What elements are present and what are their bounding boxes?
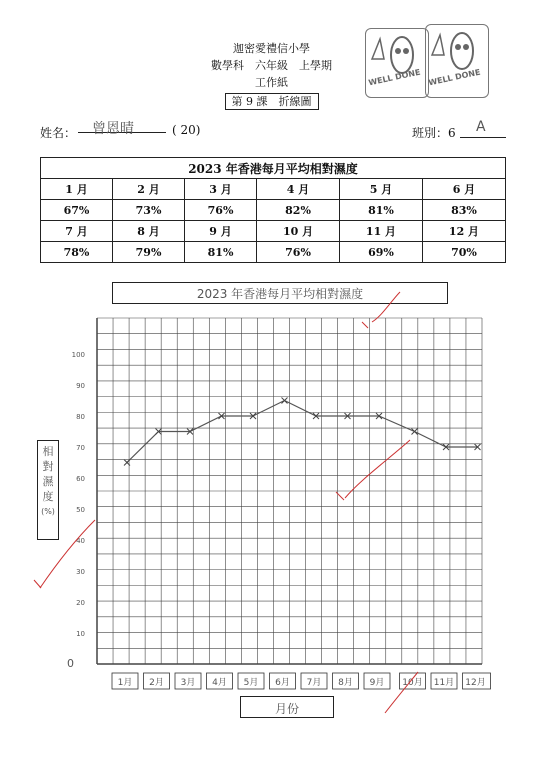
chart-title: 2023 年香港每月平均相對濕度 xyxy=(196,287,364,301)
table-cell: 5 月 xyxy=(340,179,423,200)
x-tick-label: 11月 xyxy=(433,678,455,688)
x-axis-label: 月份 xyxy=(274,702,299,716)
y-tick-label: 60 xyxy=(76,475,85,483)
x-tick-label: 7月 xyxy=(306,678,322,688)
x-tick-label: 10月 xyxy=(402,678,423,688)
table-cell: 1 月 xyxy=(41,179,113,200)
worksheet-label: 工作紙 xyxy=(255,76,288,89)
table-cell: 83% xyxy=(422,200,505,221)
table-cell: 11 月 xyxy=(340,221,423,242)
y-tick-label: 70 xyxy=(76,444,85,452)
y-label-char: 度 xyxy=(42,490,54,503)
x-tick-label: 8月 xyxy=(338,678,353,688)
table-cell: 73% xyxy=(113,200,185,221)
subject-line: 數學科 六年級 上學期 xyxy=(211,59,332,72)
table-cell: 76% xyxy=(257,242,340,263)
x-tick-label: 9月 xyxy=(369,678,385,688)
teacher-marks xyxy=(34,292,418,713)
x-tick-label: 3月 xyxy=(180,678,196,688)
y-label-char: 相 xyxy=(42,445,54,458)
table-cell: 9 月 xyxy=(185,221,257,242)
name-value: 曾恩晴 xyxy=(92,121,134,137)
y-tick-label: 50 xyxy=(76,506,85,514)
x-axis-labels xyxy=(112,673,491,689)
chart-grid xyxy=(97,318,482,664)
data-point xyxy=(282,398,288,404)
x-tick-label: 5月 xyxy=(243,678,259,688)
y-tick-label: 30 xyxy=(76,568,85,576)
table-cell: 70% xyxy=(422,242,505,263)
student-number: ( 20) xyxy=(172,123,201,137)
table-cell: 69% xyxy=(340,242,423,263)
table-cell: 81% xyxy=(340,200,423,221)
y-tick-label: 0 xyxy=(67,657,74,670)
class-value: A xyxy=(476,119,486,135)
stamp-text: WELL DONE xyxy=(427,67,482,88)
table-cell: 76% xyxy=(185,200,257,221)
table-cell: 82% xyxy=(257,200,340,221)
y-axis-ticks xyxy=(67,351,85,670)
table-cell: 2 月 xyxy=(113,179,185,200)
y-tick-label: 80 xyxy=(76,413,85,421)
table-title: 2023 年香港每月平均相對濕度 xyxy=(41,158,506,179)
stamp-text: WELL DONE xyxy=(367,67,422,88)
table-cell: 7 月 xyxy=(41,221,113,242)
table-cell: 6 月 xyxy=(422,179,505,200)
y-tick-label: 100 xyxy=(71,351,85,359)
table-cell: 3 月 xyxy=(185,179,257,200)
table-cell: 79% xyxy=(113,242,185,263)
y-label-char: 濕 xyxy=(42,475,54,488)
series-line xyxy=(127,401,478,463)
table-cell: 67% xyxy=(41,200,113,221)
y-label-unit: (%) xyxy=(41,507,55,516)
x-tick-label: 1月 xyxy=(117,678,133,688)
y-tick-label: 90 xyxy=(76,382,85,390)
y-label-char: 對 xyxy=(42,460,54,473)
data-point xyxy=(412,429,418,435)
y-tick-label: 40 xyxy=(76,537,85,545)
table-cell: 78% xyxy=(41,242,113,263)
table-cell: 81% xyxy=(185,242,257,263)
x-tick-label: 4月 xyxy=(212,678,227,688)
table-cell: 4 月 xyxy=(257,179,340,200)
name-label: 姓名： xyxy=(40,126,77,140)
table-cell: 8 月 xyxy=(113,221,185,242)
y-tick-label: 20 xyxy=(76,599,85,607)
school-name: 迦密愛禮信小學 xyxy=(233,42,310,55)
table-cell: 12 月 xyxy=(422,221,505,242)
x-tick-label: 12月 xyxy=(465,678,486,688)
x-tick-label: 2月 xyxy=(149,678,164,688)
class-label: 班別：6 xyxy=(412,126,456,140)
lesson-title: 第 9 課 折線圖 xyxy=(225,93,319,110)
x-tick-label: 6月 xyxy=(275,678,290,688)
y-tick-label: 10 xyxy=(76,630,85,638)
table-cell: 10 月 xyxy=(257,221,340,242)
